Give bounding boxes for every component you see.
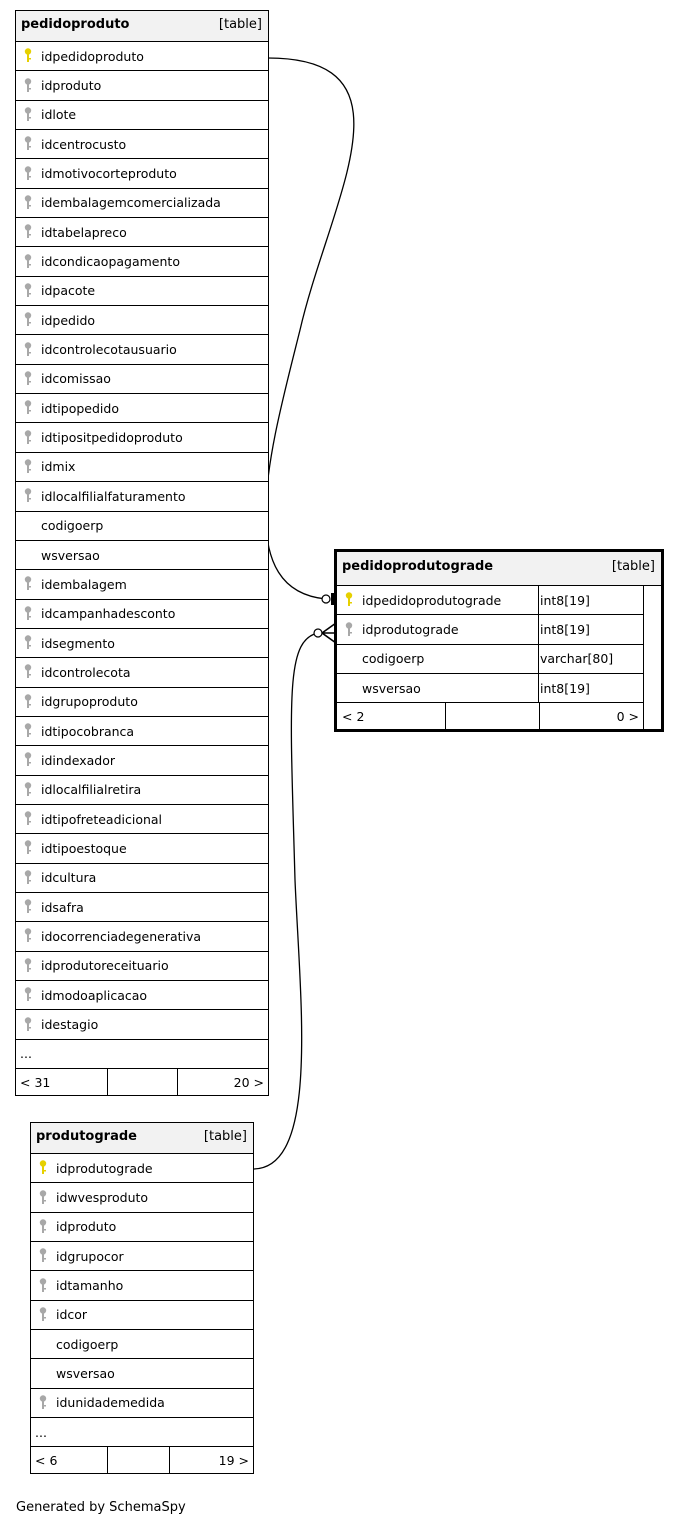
column-name: idgrupoproduto bbox=[41, 694, 138, 710]
column-name: idpedidoproduto bbox=[41, 48, 144, 64]
column-name: codigoerp bbox=[56, 1336, 119, 1352]
column-name: idproduto bbox=[41, 78, 102, 94]
generated-by-credit: Generated by SchemaSpy bbox=[16, 1500, 186, 1515]
column-name: idmotivocorteproduto bbox=[41, 166, 177, 182]
foreign-key-icon bbox=[24, 776, 36, 804]
column-name: idtipositpedidoproduto bbox=[41, 430, 183, 446]
table-pedidoproduto[interactable] bbox=[15, 10, 269, 1096]
column-name: idtipopedido bbox=[41, 400, 119, 416]
table-header[interactable] bbox=[337, 552, 661, 586]
column-name: idocorrenciadegenerativa bbox=[41, 928, 202, 944]
column-row[interactable] bbox=[16, 365, 268, 394]
table-kind: [table] bbox=[203, 1129, 247, 1144]
column-row[interactable] bbox=[31, 1242, 253, 1271]
relationship-end-circle bbox=[314, 629, 322, 637]
foreign-key-icon bbox=[24, 864, 36, 892]
foreign-key-icon bbox=[24, 1010, 36, 1038]
column-name: idcomissao bbox=[41, 371, 111, 387]
foreign-key-icon bbox=[24, 658, 36, 686]
column-row[interactable] bbox=[337, 645, 643, 674]
column-row[interactable] bbox=[16, 42, 268, 71]
column-row[interactable] bbox=[16, 512, 268, 541]
foreign-key-icon bbox=[24, 600, 36, 628]
table-name: pedidoproduto bbox=[21, 17, 130, 32]
column-name: idpedidoprodutograde bbox=[362, 592, 502, 608]
column-name: idgrupocor bbox=[56, 1248, 124, 1264]
column-row[interactable] bbox=[16, 805, 268, 834]
column-name: idmix bbox=[41, 459, 76, 475]
column-row[interactable] bbox=[16, 277, 268, 306]
column-row[interactable] bbox=[16, 658, 268, 687]
foreign-key-icon bbox=[24, 335, 36, 363]
column-name: idsegmento bbox=[41, 635, 115, 651]
table-header[interactable] bbox=[31, 1123, 253, 1154]
column-row[interactable] bbox=[16, 981, 268, 1010]
column-name: idmodoaplicacao bbox=[41, 987, 148, 1003]
primary-key-icon bbox=[24, 42, 36, 70]
column-row[interactable] bbox=[337, 586, 643, 615]
table-name: pedidoprodutograde bbox=[342, 559, 494, 574]
column-name: codigoerp bbox=[362, 651, 425, 667]
column-type: int8[19] bbox=[540, 592, 590, 608]
column-name: idcontrolecotausuario bbox=[41, 342, 177, 358]
column-row[interactable] bbox=[16, 394, 268, 423]
foreign-key-icon bbox=[39, 1389, 51, 1417]
children-count[interactable]: 19 > bbox=[218, 1452, 249, 1468]
column-name: idprodutograde bbox=[362, 622, 459, 638]
ellipsis: ... bbox=[35, 1424, 47, 1440]
column-name: wsversao bbox=[56, 1366, 115, 1382]
column-row[interactable] bbox=[337, 674, 643, 703]
column-row[interactable] bbox=[16, 776, 268, 805]
foreign-key-icon bbox=[24, 922, 36, 950]
foreign-key-icon bbox=[24, 159, 36, 187]
foreign-key-icon bbox=[24, 629, 36, 657]
foreign-key-icon bbox=[345, 615, 357, 643]
column-name: idunidademedida bbox=[56, 1395, 165, 1411]
foreign-key-icon bbox=[24, 952, 36, 980]
parents-count[interactable]: < 6 bbox=[35, 1452, 58, 1468]
foreign-key-icon bbox=[24, 717, 36, 745]
column-name: idprodutograde bbox=[56, 1160, 153, 1176]
column-name: idproduto bbox=[56, 1219, 117, 1235]
column-row[interactable] bbox=[16, 453, 268, 482]
more-columns-row bbox=[31, 1418, 253, 1447]
column-row[interactable] bbox=[16, 306, 268, 335]
column-name: idsafra bbox=[41, 899, 84, 915]
column-name: idlote bbox=[41, 107, 77, 123]
column-name: wsversao bbox=[41, 547, 100, 563]
children-count[interactable]: 20 > bbox=[233, 1074, 264, 1090]
foreign-key-icon bbox=[24, 688, 36, 716]
foreign-key-icon bbox=[24, 189, 36, 217]
foreign-key-icon bbox=[24, 453, 36, 481]
column-name: idcentrocusto bbox=[41, 136, 127, 152]
foreign-key-icon bbox=[24, 893, 36, 921]
column-name: idtamanho bbox=[56, 1278, 124, 1294]
column-name: idtipoestoque bbox=[41, 840, 127, 856]
foreign-key-icon bbox=[24, 306, 36, 334]
table-kind: [table] bbox=[611, 559, 655, 574]
foreign-key-icon bbox=[24, 482, 36, 510]
table-footer bbox=[16, 1069, 268, 1095]
table-header[interactable] bbox=[16, 11, 268, 42]
column-row[interactable] bbox=[31, 1213, 253, 1242]
column-row[interactable] bbox=[16, 218, 268, 247]
foreign-key-icon bbox=[24, 365, 36, 393]
table-produtograde[interactable] bbox=[30, 1122, 254, 1474]
column-row[interactable] bbox=[16, 629, 268, 658]
column-name: codigoerp bbox=[41, 518, 104, 534]
foreign-key-icon bbox=[24, 394, 36, 422]
column-list bbox=[16, 42, 268, 1040]
primary-key-icon bbox=[39, 1154, 51, 1182]
foreign-key-icon bbox=[24, 101, 36, 129]
column-name: idestagio bbox=[41, 1017, 99, 1033]
column-row[interactable] bbox=[16, 600, 268, 629]
primary-key-icon bbox=[345, 586, 357, 614]
column-name: idcontrolecota bbox=[41, 664, 131, 680]
foreign-key-icon bbox=[39, 1301, 51, 1329]
column-list bbox=[337, 586, 643, 703]
column-type: int8[19] bbox=[540, 680, 590, 696]
column-row[interactable] bbox=[16, 482, 268, 511]
children-count[interactable]: 0 > bbox=[616, 708, 639, 724]
ellipsis: ... bbox=[20, 1046, 32, 1062]
foreign-key-icon bbox=[24, 423, 36, 451]
column-type: varchar[80] bbox=[540, 651, 614, 667]
column-name: idcondicaopagamento bbox=[41, 254, 180, 270]
column-row[interactable] bbox=[16, 101, 268, 130]
column-row[interactable] bbox=[337, 615, 643, 644]
foreign-key-icon bbox=[24, 130, 36, 158]
column-row[interactable] bbox=[16, 893, 268, 922]
foreign-key-icon bbox=[24, 277, 36, 305]
column-row[interactable] bbox=[16, 541, 268, 570]
column-type: int8[19] bbox=[540, 622, 590, 638]
table-pedidoprodutograde[interactable] bbox=[334, 549, 664, 732]
column-row[interactable] bbox=[31, 1359, 253, 1388]
foreign-key-icon bbox=[24, 570, 36, 598]
column-row[interactable] bbox=[31, 1271, 253, 1300]
foreign-key-icon bbox=[39, 1213, 51, 1241]
column-row[interactable] bbox=[16, 688, 268, 717]
foreign-key-icon bbox=[39, 1242, 51, 1270]
column-name: idlocalfilialfaturamento bbox=[41, 488, 186, 504]
column-row[interactable] bbox=[16, 335, 268, 364]
table-edge bbox=[643, 586, 644, 729]
column-row[interactable] bbox=[31, 1330, 253, 1359]
column-name: idprodutoreceituario bbox=[41, 958, 169, 974]
column-row[interactable] bbox=[16, 71, 268, 100]
column-name: idwvesproduto bbox=[56, 1190, 149, 1206]
table-name: produtograde bbox=[36, 1129, 137, 1144]
foreign-key-icon bbox=[24, 218, 36, 246]
column-row[interactable] bbox=[16, 922, 268, 951]
column-row[interactable] bbox=[16, 717, 268, 746]
foreign-key-icon bbox=[39, 1271, 51, 1299]
parents-count[interactable]: < 31 bbox=[20, 1074, 51, 1090]
foreign-key-icon bbox=[24, 834, 36, 862]
column-row[interactable] bbox=[31, 1389, 253, 1418]
column-name: idcampanhadesconto bbox=[41, 606, 176, 622]
column-name: wsversao bbox=[362, 680, 421, 696]
column-name: idcor bbox=[56, 1307, 88, 1323]
foreign-key-icon bbox=[24, 247, 36, 275]
column-list bbox=[31, 1154, 253, 1418]
column-row[interactable] bbox=[16, 130, 268, 159]
column-row[interactable] bbox=[16, 952, 268, 981]
column-row[interactable] bbox=[16, 864, 268, 893]
column-name: idtipofreteadicional bbox=[41, 811, 163, 827]
column-row[interactable] bbox=[16, 159, 268, 188]
foreign-key-icon bbox=[24, 746, 36, 774]
column-row[interactable] bbox=[31, 1301, 253, 1330]
column-name: idpedido bbox=[41, 312, 96, 328]
column-name: idindexador bbox=[41, 752, 115, 768]
column-name: idlocalfilialretira bbox=[41, 782, 142, 798]
relationship-line-pedidoproduto bbox=[266, 58, 354, 599]
column-name: idembalagemcomercializada bbox=[41, 195, 221, 211]
column-row[interactable] bbox=[31, 1183, 253, 1212]
column-row[interactable] bbox=[16, 746, 268, 775]
parents-count[interactable]: < 2 bbox=[342, 708, 365, 724]
column-row[interactable] bbox=[16, 834, 268, 863]
foreign-key-icon bbox=[24, 981, 36, 1009]
column-name: idcultura bbox=[41, 870, 97, 886]
foreign-key-icon bbox=[24, 805, 36, 833]
relationship-end-circle bbox=[322, 595, 330, 603]
column-name: idpacote bbox=[41, 283, 96, 299]
column-name: idtipocobranca bbox=[41, 723, 135, 739]
foreign-key-icon bbox=[39, 1183, 51, 1211]
more-columns-row bbox=[16, 1040, 268, 1069]
column-row[interactable] bbox=[16, 1010, 268, 1039]
column-row[interactable] bbox=[31, 1154, 253, 1183]
table-footer bbox=[337, 703, 643, 729]
column-row[interactable] bbox=[16, 570, 268, 599]
column-name: idembalagem bbox=[41, 576, 127, 592]
column-name: idtabelapreco bbox=[41, 224, 127, 240]
column-row[interactable] bbox=[16, 247, 268, 276]
table-footer bbox=[31, 1447, 253, 1473]
column-row[interactable] bbox=[16, 423, 268, 452]
foreign-key-icon bbox=[24, 71, 36, 99]
table-kind: [table] bbox=[218, 17, 262, 32]
column-row[interactable] bbox=[16, 189, 268, 218]
